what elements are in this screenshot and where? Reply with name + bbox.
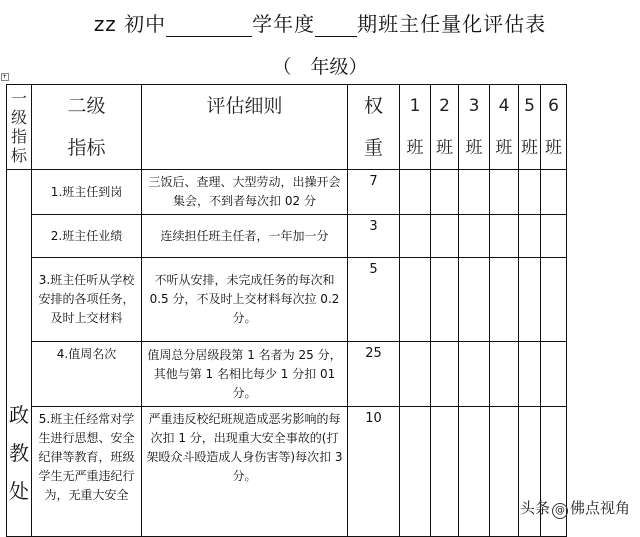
score-cell[interactable]	[541, 258, 567, 342]
table-row	[7, 258, 567, 342]
indicator-cell: 5.班主任经常对学生进行思想、安全纪律等教育，班级学生无严重违纪行为，无重大安全	[32, 407, 142, 537]
score-cell[interactable]	[459, 407, 490, 537]
score-cell[interactable]	[431, 342, 459, 407]
page-title	[0, 8, 640, 37]
year-label: 学年度	[252, 12, 316, 36]
header-class-2: 2 班	[431, 85, 459, 170]
header-class-5: 5 班	[519, 85, 541, 170]
score-cell[interactable]	[490, 215, 519, 258]
score-cell[interactable]	[490, 342, 519, 407]
watermark	[520, 497, 630, 519]
header-detail: 评估细则	[142, 85, 348, 170]
score-cell[interactable]	[431, 215, 459, 258]
table-row	[7, 407, 567, 537]
weight-cell: 3	[348, 215, 400, 258]
score-cell[interactable]	[541, 170, 567, 215]
score-cell[interactable]	[459, 342, 490, 407]
header-class-1: 1 班	[400, 85, 431, 170]
score-cell[interactable]	[519, 170, 541, 215]
score-cell[interactable]	[431, 170, 459, 215]
blank-line	[166, 14, 252, 37]
weight-cell: 25	[348, 342, 400, 407]
weight-cell: 5	[348, 258, 400, 342]
score-cell[interactable]	[459, 170, 490, 215]
score-cell[interactable]	[431, 258, 459, 342]
blank-line	[315, 14, 357, 37]
department-cell: 政 教 处	[7, 170, 32, 537]
score-cell[interactable]	[519, 258, 541, 342]
score-cell[interactable]	[400, 215, 431, 258]
at-icon: @	[552, 503, 568, 519]
indicator-cell: 2.班主任业绩	[32, 215, 142, 258]
score-cell[interactable]	[519, 215, 541, 258]
score-cell[interactable]	[400, 258, 431, 342]
score-cell[interactable]	[541, 342, 567, 407]
score-cell[interactable]	[431, 407, 459, 537]
header-class-4: 4 班	[490, 85, 519, 170]
detail-cell: 严重违反校纪班规造成恶劣影响的每次扣 1 分，出现重大安全事故的(打架殴众斗殴造成人身伤害等)每次扣 3 分。	[142, 407, 348, 537]
header-weight: 权 重	[348, 85, 400, 170]
evaluation-table	[6, 84, 567, 537]
watermark-prefix: 头条	[519, 499, 550, 517]
detail-cell: 三饭后、查理、大型劳动，出操开会集会，不到者每次扣 02 分	[142, 170, 348, 215]
score-cell[interactable]	[459, 258, 490, 342]
indicator-cell: 1.班主任到岗	[32, 170, 142, 215]
score-cell[interactable]	[541, 215, 567, 258]
indicator-cell: 3.班主任听从学校安排的各项任务，及时上交材料	[32, 258, 142, 342]
table-row	[7, 342, 567, 407]
score-cell[interactable]	[490, 170, 519, 215]
weight-cell: 10	[348, 407, 400, 537]
indicator-cell: 4.值周名次	[32, 342, 142, 407]
score-cell[interactable]	[490, 258, 519, 342]
score-cell[interactable]	[519, 342, 541, 407]
score-cell[interactable]	[400, 170, 431, 215]
header-class-6: 6 班	[541, 85, 567, 170]
score-cell[interactable]	[400, 407, 431, 537]
watermark-name: 佛点视角	[569, 499, 630, 517]
detail-cell: 连续担任班主任者，一年加一分	[142, 215, 348, 258]
table-row	[7, 215, 567, 258]
weight-cell: 7	[348, 170, 400, 215]
title-suffix: 期班主任量化评估表	[357, 12, 547, 36]
detail-cell: 值周总分居级段第 1 名者为 25 分，其他与第 1 名相比每少 1 分扣 01 分。	[142, 342, 348, 407]
grade-subtitle: （ 年级）	[272, 56, 368, 78]
table-row	[7, 170, 567, 215]
header-class-3: 3 班	[459, 85, 490, 170]
table-anchor-icon[interactable]: +	[2, 73, 8, 80]
score-cell[interactable]	[400, 342, 431, 407]
detail-cell: 不听从安排，未完成任务的每次和 0.5 分，不及时上交材料每次拉 0.2 分。	[142, 258, 348, 342]
header-level1: 一 级 指 标	[7, 85, 32, 170]
score-cell[interactable]	[459, 215, 490, 258]
header-level2: 二级 指标	[32, 85, 142, 170]
school-name: zz 初中	[93, 12, 167, 36]
score-cell[interactable]	[490, 407, 519, 537]
